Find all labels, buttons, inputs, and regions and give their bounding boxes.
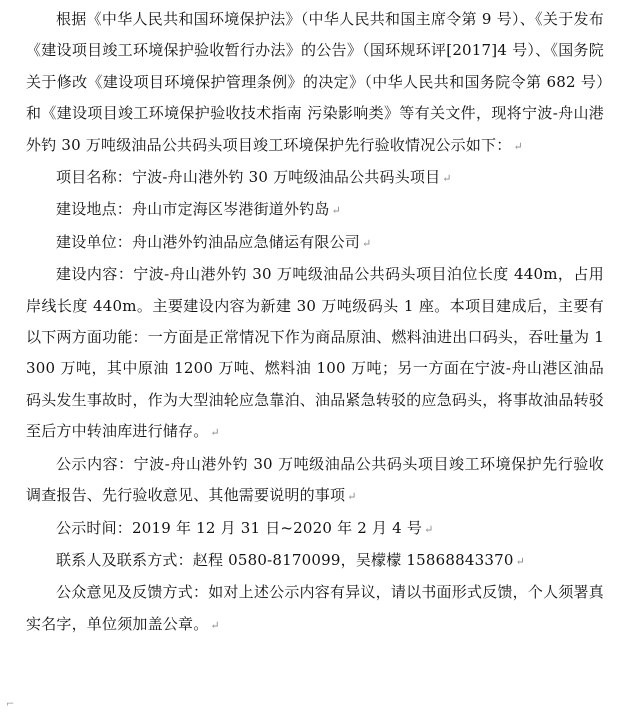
paragraph-legal-basis [26, 4, 604, 162]
paragraph-location [26, 194, 604, 226]
content-text: 建设内容：宁波-舟山港外钓 30 万吨级油品公共码头项目泊位长度 440m，占用岸线长度 440m。主要建设内容为新建 30 万吨级码头 1 座。本项目建成后，主要有以下两方面功能：一方面是正常情况下作为商品原油、燃料油进出口码头，吞吐量为 1300 万吨，其中原油 1200 万吨、燃料油 100 万吨；另一方面在宁波-舟山港区油品码头发生事故时，作为大型油轮应急靠泊、油品紧急转驳的应急码头，将事故油品转驳至后方中转油库进行储存。 [26, 265, 604, 441]
paragraph-mark-icon: ↵ [515, 554, 525, 568]
paragraph-mark-icon: ↵ [513, 139, 523, 153]
paragraph-mark-icon: ↵ [210, 426, 220, 440]
legal-basis-text: 根据《中华人民共和国环境保护法》（中华人民共和国主席令第 9 号）、《关于发布《建设项目竣工环境保护验收暂行办法》的公告》（国环规环评[2017]4 号）、《国务院关于修改《建设项目环境保护管理条例》的决定》（中华人民共和国务院令第 682 号）和《建设项目竣工环境保护验收技术指南 污染影响类》等有关文件，现将宁波-舟山港外钓 30 万吨级油品公共码头项目竣工环境保护先行验收情况公示如下： [26, 10, 604, 154]
contacts-text: 联系人及联系方式：赵程 0580-8170099，吴檬檬 15868843370 [56, 550, 514, 569]
project-name-text: 项目名称：宁波-舟山港外钓 30 万吨级油品公共码头项目 [56, 168, 441, 187]
page-corner-mark-icon: ⌐ [6, 699, 15, 710]
builder-text: 建设单位：舟山港外钓油品应急储运有限公司 [56, 232, 361, 251]
paragraph-builder [26, 227, 604, 259]
paragraph-project-name [26, 162, 604, 194]
paragraph-contacts [26, 545, 604, 577]
paragraph-publicity-time [26, 513, 604, 545]
paragraph-feedback [26, 577, 604, 641]
paragraph-mark-icon: ↵ [210, 618, 220, 632]
feedback-text: 公众意见及反馈方式：如对上述公示内容有异议，请以书面形式反馈，个人须署真实名字，单位须加盖公章。 [26, 583, 604, 633]
paragraph-mark-icon: ↵ [331, 204, 342, 218]
paragraph-mark-icon: ↵ [442, 172, 452, 186]
publicity-time-text: 公示时间：2019 年 12 月 31 日~2020 年 2 月 4 号 [56, 518, 423, 537]
paragraph-mark-icon: ↵ [424, 522, 434, 536]
paragraph-mark-icon: ↵ [362, 236, 372, 250]
paragraph-publicity-content [26, 449, 604, 513]
location-text: 建设地点：舟山市定海区岑港街道外钓岛 [56, 200, 330, 219]
paragraph-content [26, 259, 604, 448]
paragraph-mark-icon: ↵ [347, 490, 357, 504]
publicity-content-text: 公示内容：宁波-舟山港外钓 30 万吨级油品公共码头项目竣工环境保护先行验收调查报告、先行验收意见、其他需要说明的事项 [26, 454, 604, 505]
